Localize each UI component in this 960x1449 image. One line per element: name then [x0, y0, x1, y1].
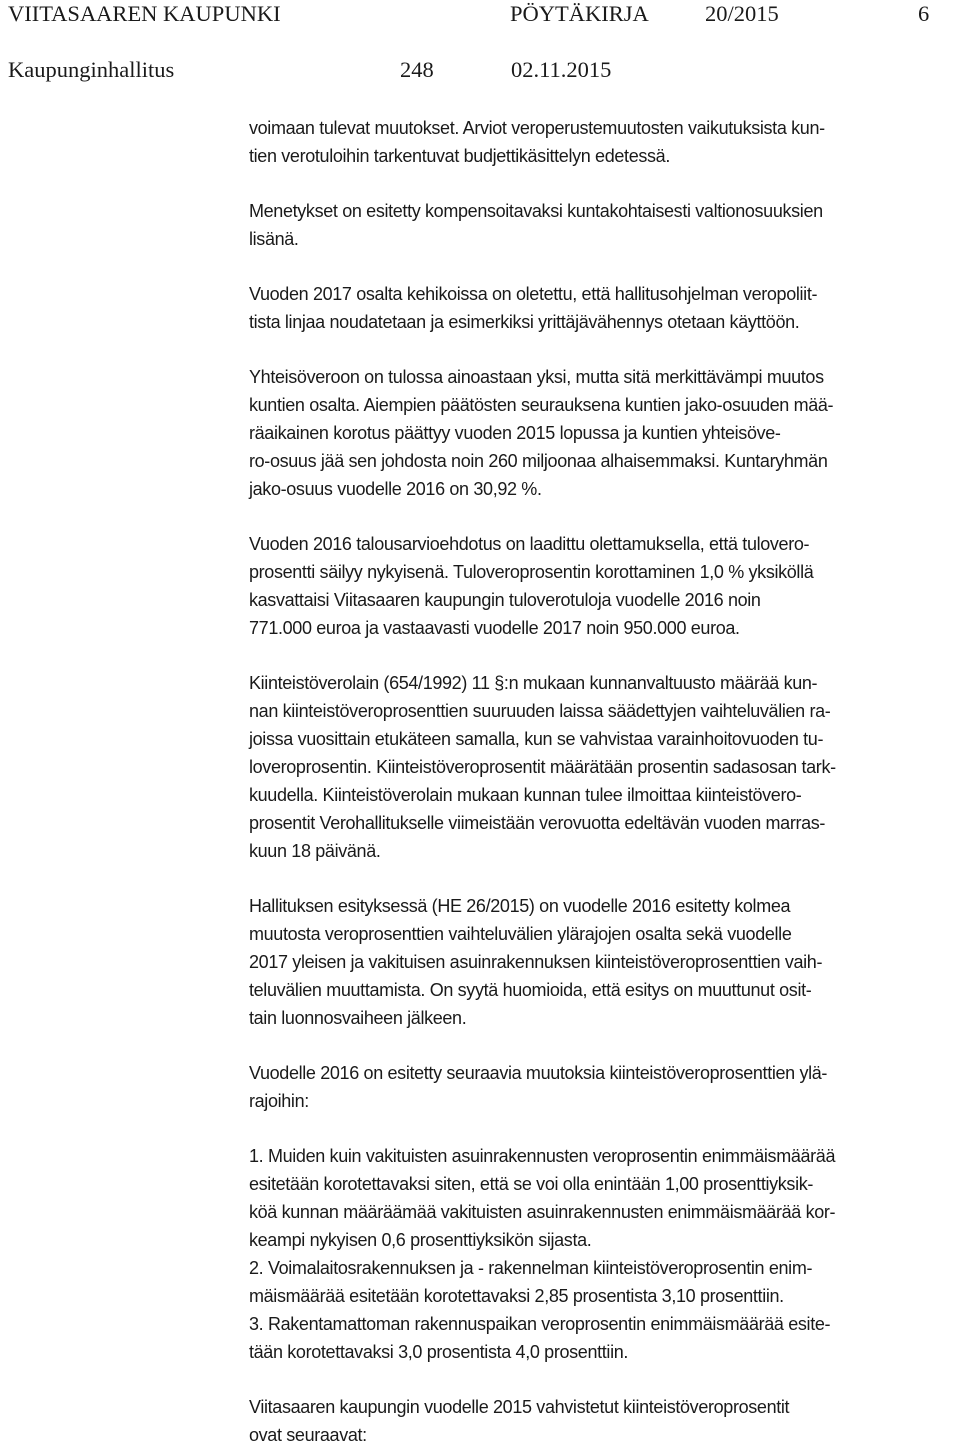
text-line: kuun 18 päivänä. [249, 841, 381, 861]
text-line: muutosta veroprosenttien vaihteluvälien ylärajojen osalta sekä vuodelle [249, 924, 792, 944]
text-line: 2017 yleisen ja vakituisen asuinrakennuksen kiinteistöveroprosenttien vaih- [249, 952, 823, 972]
text-line: ovat seuraavat: [249, 1425, 367, 1445]
paragraph [249, 1059, 952, 1115]
text-line: kasvattaisi Viitasaaren kaupungin tuloverotuloja vuodelle 2016 noin [249, 590, 761, 610]
paragraph [249, 280, 952, 336]
paragraph [249, 892, 952, 1032]
text-line: kuntien osalta. Aiempien päätösten seurauksena kuntien jako-osuuden mää- [249, 395, 834, 415]
text-line: ro-osuus jää sen johdosta noin 260 miljoonaa alhaisemmaksi. Kuntaryhmän [249, 451, 828, 471]
paragraph [249, 530, 952, 642]
text-line: Yhteisöveroon on tulossa ainoastaan yksi, mutta sitä merkittävämpi muutos [249, 367, 824, 387]
paragraph [249, 669, 952, 865]
paragraph [249, 363, 952, 503]
text-line: jako-osuus vuodelle 2016 on 30,92 %. [249, 479, 542, 499]
meeting-body: Kaupunginhallitus [8, 57, 175, 82]
text-line: kuudella. Kiinteistöverolain mukaan kunnan tulee ilmoittaa kiinteistövero- [249, 785, 802, 805]
list-item [249, 1310, 952, 1366]
paragraph [249, 1393, 952, 1449]
text-line: Hallituksen esityksessä (HE 26/2015) on vuodelle 2016 esitetty kolmea [249, 896, 791, 916]
text-line: nan kiinteistöveroprosenttien suuruuden laissa säädettyjen vaihteluvälien ra- [249, 701, 831, 721]
text-line: tään korotettavaksi 3,0 prosentista 4,0 prosenttiin. [249, 1342, 629, 1362]
text-line: Vuoden 2017 osalta kehikoissa on oletettu, että hallitusohjelman veropoliit- [249, 284, 818, 304]
text-line: voimaan tulevat muutokset. Arviot veroperustemuutosten vaikutuksista kun- [249, 118, 825, 138]
text-line: joissa vuosittain etukäteen samalla, kun se vahvistaa varainhoitovuoden tu- [249, 729, 824, 749]
document-type: PÖYTÄKIRJA [510, 1, 649, 26]
text-line: Vuodelle 2016 on esitetty seuraavia muutoksia kiinteistöveroprosenttien ylä- [249, 1063, 828, 1083]
text-line: Vuoden 2016 talousarvioehdotus on laadittu olettamuksella, että tulovero- [249, 534, 810, 554]
text-line: teluvälien muuttamista. On syytä huomioida, että esitys on muuttunut osit- [249, 980, 812, 1000]
text-line: Menetykset on esitetty kompensoitavaksi kuntakohtaisesti valtionosuuksien [249, 201, 823, 221]
text-line: köä kunnan määräämää vakituisten asuinrakennusten enimmäismäärää kor- [249, 1202, 836, 1222]
text-line: Kiinteistöverolain (654/1992) 11 §:n mukaan kunnanvaltuusto määrää kun- [249, 673, 818, 693]
text-line: keampi nykyisen 0,6 prosenttiyksikön sijasta. [249, 1230, 592, 1250]
text-line: tista linjaa noudatetaan ja esimerkiksi yrittäjävähennys otetaan käyttöön. [249, 312, 800, 332]
page-number: 6 [918, 1, 930, 26]
text-line: räaikainen korotus päättyy vuoden 2015 lopussa ja kuntien yhteisöve- [249, 423, 781, 443]
text-line: tien verotuloihin tarkentuvat budjettikäsittelyn edetessä. [249, 146, 670, 166]
paragraph [249, 197, 952, 253]
text-line: 3. Rakentamattoman rakennuspaikan veroprosentin enimmäismäärää esite- [249, 1314, 831, 1334]
text-line: tain luonnosvaiheen jälkeen. [249, 1008, 467, 1028]
text-line: 2. Voimalaitosrakennuksen ja - rakennelman kiinteistöveroprosentin enim- [249, 1258, 813, 1278]
document-number: 20/2015 [705, 1, 779, 26]
numbered-list [249, 1142, 952, 1366]
paragraph [249, 114, 952, 170]
meeting-date: 02.11.2015 [511, 57, 612, 82]
text-line: 771.000 euroa ja vastaavasti vuodelle 2017 noin 950.000 euroa. [249, 618, 740, 638]
text-line: Viitasaaren kaupungin vuodelle 2015 vahvistetut kiinteistöveroprosentit [249, 1397, 790, 1417]
text-line: prosentit Verohallitukselle viimeistään verovuotta edeltävän vuoden marras- [249, 813, 826, 833]
list-item [249, 1142, 952, 1254]
org-name: VIITASAAREN KAUPUNKI [8, 1, 281, 26]
text-line: loveroprosentin. Kiinteistöveroprosentit määrätään prosentin sadasosan tark- [249, 757, 836, 777]
text-line: esitetään korotettavaksi siten, että se voi olla enintään 1,00 prosenttiyksik- [249, 1174, 814, 1194]
list-item [249, 1254, 952, 1310]
text-line: rajoihin: [249, 1091, 309, 1111]
text-line: 1. Muiden kuin vakituisten asuinrakennusten veroprosentin enimmäismäärää [249, 1146, 836, 1166]
document-body [249, 114, 952, 1449]
text-line: prosentti säilyy nykyisenä. Tuloveroprosentin korottaminen 1,0 % yksiköllä [249, 562, 814, 582]
section-number: 248 [400, 57, 434, 82]
text-line: mäismäärää esitetään korotettavaksi 2,85 prosentista 3,10 prosenttiin. [249, 1286, 784, 1306]
text-line: lisänä. [249, 229, 299, 249]
